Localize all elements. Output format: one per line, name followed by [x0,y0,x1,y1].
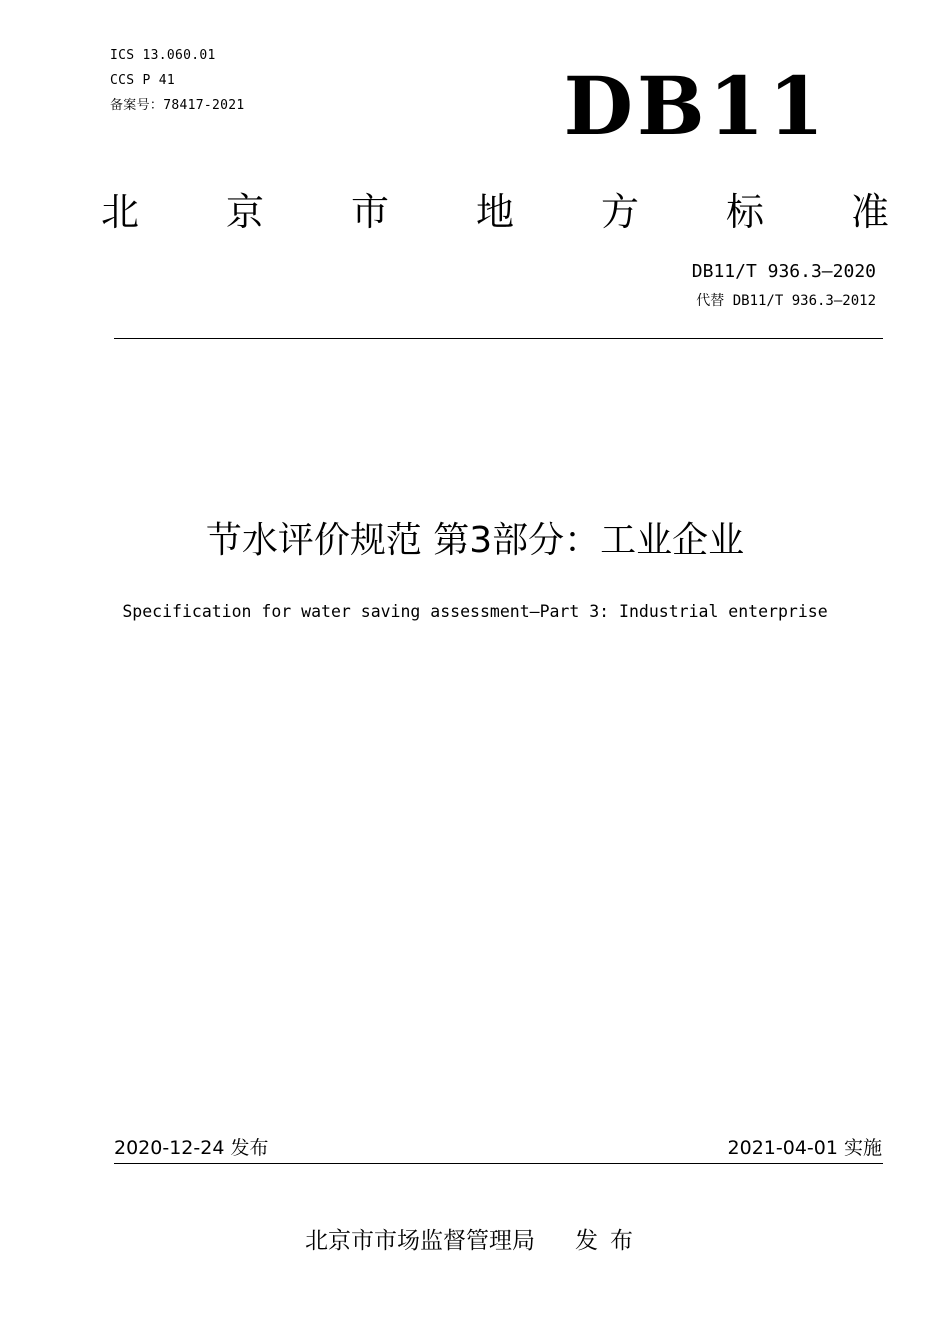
standard-type-char: 市 [350,189,389,234]
standard-type-char: 方 [600,189,639,234]
title-chinese: 节水评价规范 第3部分：工业企业 [205,520,745,561]
standard-number: DB11/T 936.3—2020 [691,261,876,282]
publisher-line [0,1226,950,1256]
filing-number: 备案号：78417-2021 [110,98,245,113]
publish-action: 发布 [575,1228,645,1254]
replaces-note: 代替 DB11/T 936.3—2012 [696,293,876,309]
implementation-date: 2021-04-01 实施 [727,1137,882,1159]
standard-type-heading [100,184,890,232]
ccs-code: CCS P 41 [110,73,176,88]
ics-code: ICS 13.060.01 [110,48,216,63]
standard-type-char: 地 [475,189,514,234]
standard-type-char: 京 [225,189,264,234]
bottom-divider [114,1163,883,1164]
top-divider [114,338,883,339]
db11-logo: DB11 [563,59,828,153]
standard-type-char: 标 [725,189,764,234]
issue-date: 2020-12-24 发布 [114,1137,269,1159]
title-english: Specification for water saving assessment—Part 3: Industrial enterprise [122,602,828,621]
standard-type-char: 北 [100,189,139,234]
publisher-name: 北京市市场监督管理局 [305,1228,535,1254]
standard-type-char: 准 [850,189,889,234]
